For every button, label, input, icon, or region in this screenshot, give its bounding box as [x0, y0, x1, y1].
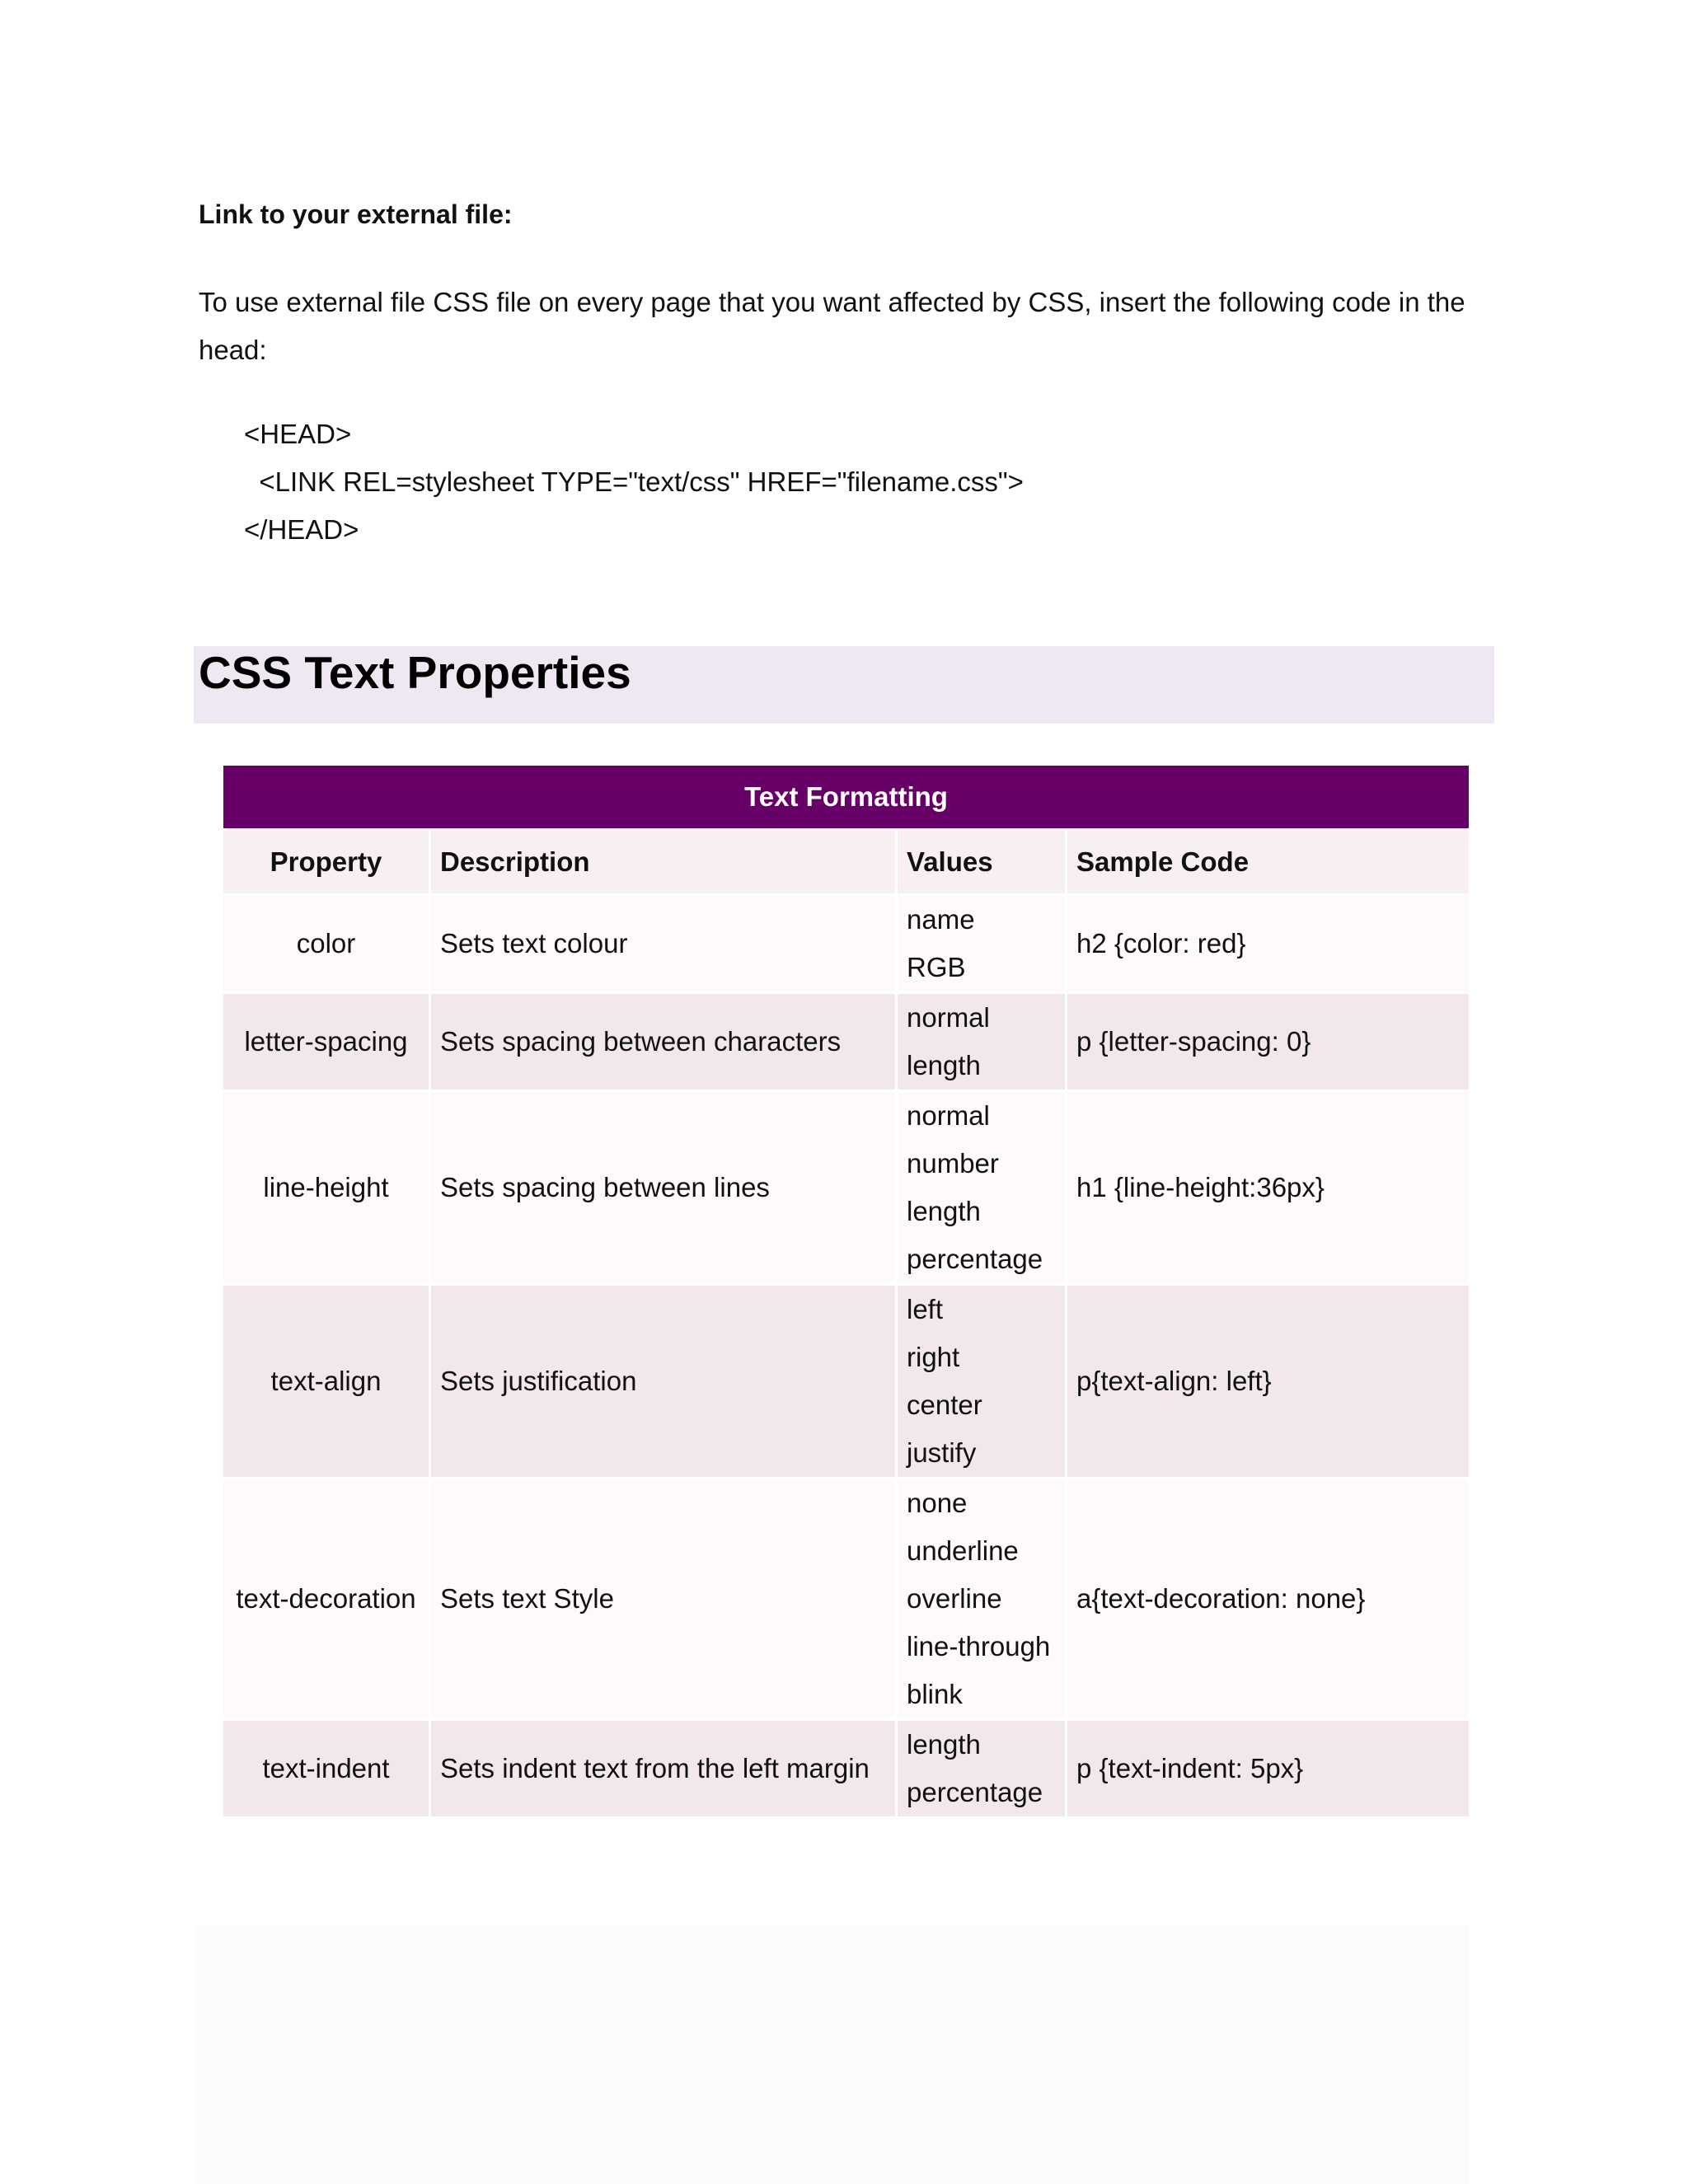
sample-code-cell: h2 {color: red}: [1067, 895, 1470, 993]
description-cell: Sets justification: [430, 1285, 897, 1479]
description-cell: Sets spacing between characters: [430, 993, 897, 1091]
value-item: line-through: [907, 1631, 1051, 1661]
values-cell: [897, 1720, 1067, 1818]
text-formatting-table: [221, 763, 1471, 1819]
table-row: [223, 1479, 1470, 1720]
value-item: length: [907, 1196, 981, 1226]
value-item: justify: [907, 1437, 977, 1468]
sample-code-cell: h1 {line-height:36px}: [1067, 1091, 1470, 1285]
section-title: CSS Text Properties: [199, 647, 631, 698]
table-row: [223, 1091, 1470, 1285]
sample-code-cell: a{text-decoration: none}: [1067, 1479, 1470, 1720]
column-header-property: Property: [223, 830, 430, 895]
code-line: <LINK REL=stylesheet TYPE="text/css" HREF="filename.css">: [244, 466, 1024, 497]
value-item: center: [907, 1390, 982, 1420]
property-cell: line-height: [223, 1091, 430, 1285]
code-line: <HEAD>: [244, 419, 352, 449]
values-cell: [897, 895, 1067, 993]
value-item: normal: [907, 1002, 990, 1033]
value-item: normal: [907, 1100, 990, 1131]
table-row: [223, 1720, 1470, 1818]
code-line: </HEAD>: [244, 514, 359, 545]
link-heading: Link to your external file:: [199, 199, 513, 229]
description-cell: Sets indent text from the left margin: [430, 1720, 897, 1818]
values-cell: [897, 1285, 1067, 1479]
value-item: length: [907, 1050, 981, 1080]
property-cell: color: [223, 895, 430, 993]
column-header-values: Values: [897, 830, 1067, 895]
property-cell: text-decoration: [223, 1479, 430, 1720]
sample-code-cell: p {letter-spacing: 0}: [1067, 993, 1470, 1091]
value-item: length: [907, 1729, 981, 1760]
property-cell: text-indent: [223, 1720, 430, 1818]
value-item: percentage: [907, 1244, 1043, 1274]
description-cell: Sets text colour: [430, 895, 897, 993]
value-item: RGB: [907, 952, 966, 982]
value-item: number: [907, 1148, 999, 1179]
description-cell: Sets spacing between lines: [430, 1091, 897, 1285]
page-background-shade: [195, 1925, 1469, 2184]
table-row: [223, 1285, 1470, 1479]
column-header-sample-code: Sample Code: [1067, 830, 1470, 895]
value-item: right: [907, 1342, 960, 1372]
value-item: name: [907, 904, 975, 935]
value-item: blink: [907, 1679, 963, 1709]
table-caption-row: [223, 765, 1470, 830]
value-item: left: [907, 1294, 944, 1324]
intro-paragraph: To use external file CSS file on every page that you want affected by CSS, insert the following code in the head:: [199, 287, 1465, 365]
column-header-description: Description: [430, 830, 897, 895]
table-caption: Text Formatting: [223, 765, 1470, 830]
property-cell: letter-spacing: [223, 993, 430, 1091]
sample-code-cell: p{text-align: left}: [1067, 1285, 1470, 1479]
table-row: [223, 895, 1470, 993]
description-cell: Sets text Style: [430, 1479, 897, 1720]
property-cell: text-align: [223, 1285, 430, 1479]
value-item: none: [907, 1488, 968, 1518]
values-cell: [897, 993, 1067, 1091]
value-item: overline: [907, 1583, 1002, 1614]
sample-code-cell: p {text-indent: 5px}: [1067, 1720, 1470, 1818]
values-cell: [897, 1091, 1067, 1285]
values-cell: [897, 1479, 1067, 1720]
code-example: [244, 410, 1024, 554]
table-header-row: [223, 830, 1470, 895]
value-item: underline: [907, 1535, 1019, 1566]
table-row: [223, 993, 1470, 1091]
section-header-bar: [194, 646, 1494, 724]
value-item: percentage: [907, 1777, 1043, 1807]
